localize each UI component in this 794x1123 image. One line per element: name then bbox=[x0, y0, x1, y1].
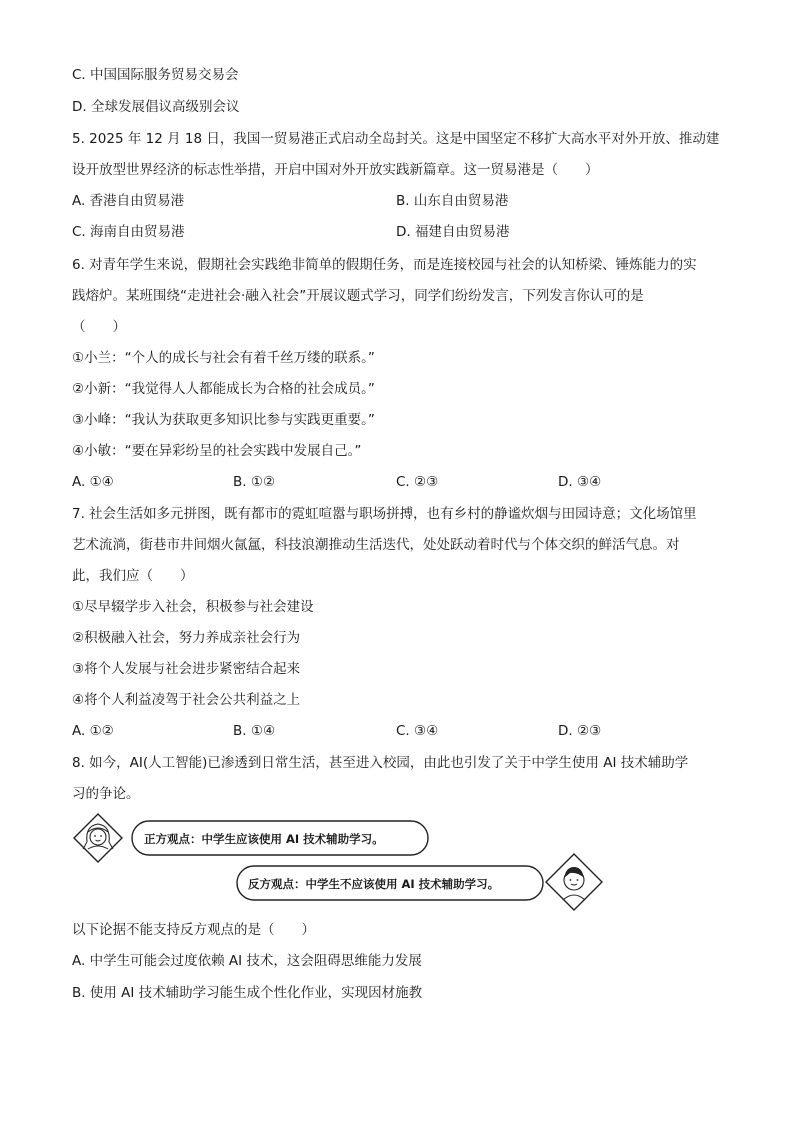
debate-illustration-svg bbox=[72, 812, 612, 912]
pro-avatar-icon bbox=[74, 814, 122, 862]
prev-option-c: C. 中国国际服务贸易交易会 bbox=[72, 67, 239, 83]
pro-view-text: 正方观点：中学生应该使用 AI 技术辅助学习。 bbox=[144, 832, 384, 846]
q7-option-a[interactable]: A. ①② bbox=[72, 723, 114, 739]
q8-stem-line1: 8. 如今，AI(人工智能)已渗透到日常生活，甚至进入校园，由此也引发了关于中学生使用 AI 技术辅助学 bbox=[72, 755, 689, 771]
q6-option-c[interactable]: C. ②③ bbox=[396, 474, 439, 490]
q6-statement-1: ①小兰：“个人的成长与社会有着千丝万缕的联系。” bbox=[72, 350, 375, 366]
q6-stem-line1: 6. 对青年学生来说，假期社会实践绝非简单的假期任务，而是连接校园与社会的认知桥梁、锤炼能力的实 bbox=[72, 257, 697, 273]
q7-option-c[interactable]: C. ③④ bbox=[396, 723, 439, 739]
q7-statement-2: ②积极融入社会，努力养成亲社会行为 bbox=[72, 630, 301, 646]
q8-question: 以下论据不能支持反方观点的是（ ） bbox=[72, 922, 315, 938]
q7-options-row bbox=[72, 721, 722, 741]
q7-option-b[interactable]: B. ①④ bbox=[233, 723, 276, 739]
q7-stem-line3: 此，我们应（ ） bbox=[72, 568, 194, 584]
q6-option-b[interactable]: B. ①② bbox=[233, 474, 276, 490]
q5-options-row1 bbox=[72, 191, 722, 211]
q5-option-a[interactable]: A. 香港自由贸易港 bbox=[72, 193, 185, 209]
q5-options-row2 bbox=[72, 222, 722, 242]
q8-option-a[interactable]: A. 中学生可能会过度依赖 AI 技术，这会阻碍思维能力发展 bbox=[72, 953, 422, 969]
q7-statement-4: ④将个人利益凌驾于社会公共利益之上 bbox=[72, 692, 301, 708]
q6-statement-3: ③小峰：“我认为获取更多知识比参与实践更重要。” bbox=[72, 412, 375, 428]
q5-option-d[interactable]: D. 福建自由贸易港 bbox=[396, 224, 510, 240]
q6-statement-2: ②小新：“我觉得人人都能成长为合格的社会成员。” bbox=[72, 381, 375, 397]
q7-option-d[interactable]: D. ②③ bbox=[558, 723, 602, 739]
q8-option-b[interactable]: B. 使用 AI 技术辅助学习能生成个性化作业，实现因材施教 bbox=[72, 985, 423, 1001]
q6-statement-4: ④小敏：“要在异彩纷呈的社会实践中发展自己。” bbox=[72, 443, 362, 459]
q6-stem-line2: 践熔炉。某班围绕“走进社会·融入社会”开展议题式学习，同学们纷纷发言，下列发言你认可的是 bbox=[72, 288, 644, 304]
q7-stem-line1: 7. 社会生活如多元拼图，既有都市的霓虹喧嚣与职场拼搏，也有乡村的静谧炊烟与田园诗意；文化场馆里 bbox=[72, 506, 697, 522]
q7-statement-3: ③将个人发展与社会进步紧密结合起来 bbox=[72, 661, 301, 677]
prev-option-d: D. 全球发展倡议高级别会议 bbox=[72, 99, 240, 115]
debate-illustration bbox=[72, 812, 612, 912]
con-view-text: 反方观点：中学生不应该使用 AI 技术辅助学习。 bbox=[248, 877, 500, 891]
q6-option-a[interactable]: A. ①④ bbox=[72, 474, 114, 490]
q8-stem-line2: 习的争论。 bbox=[72, 786, 140, 802]
q5-stem-line2: 设开放型世界经济的标志性举措，开启中国对外开放实践新篇章。这一贸易港是（ ） bbox=[72, 162, 599, 178]
q7-statement-1: ①尽早辍学步入社会，积极参与社会建设 bbox=[72, 599, 314, 615]
con-avatar-icon bbox=[546, 854, 602, 910]
q6-stem-line3: （ ） bbox=[72, 319, 126, 335]
q5-stem-line1: 5. 2025 年 12 月 18 日，我国一贸易港正式启动全岛封关。这是中国坚定不移扩大高水平对外开放、推动建 bbox=[72, 131, 720, 147]
q5-option-c[interactable]: C. 海南自由贸易港 bbox=[72, 224, 185, 240]
q7-stem-line2: 艺术流淌，街巷市井间烟火氤氲，科技浪潮推动生活迭代，处处跃动着时代与个体交织的鲜活气息。对 bbox=[72, 537, 680, 553]
q6-option-d[interactable]: D. ③④ bbox=[558, 474, 602, 490]
q6-options-row bbox=[72, 472, 722, 492]
q5-option-b[interactable]: B. 山东自由贸易港 bbox=[396, 193, 509, 209]
